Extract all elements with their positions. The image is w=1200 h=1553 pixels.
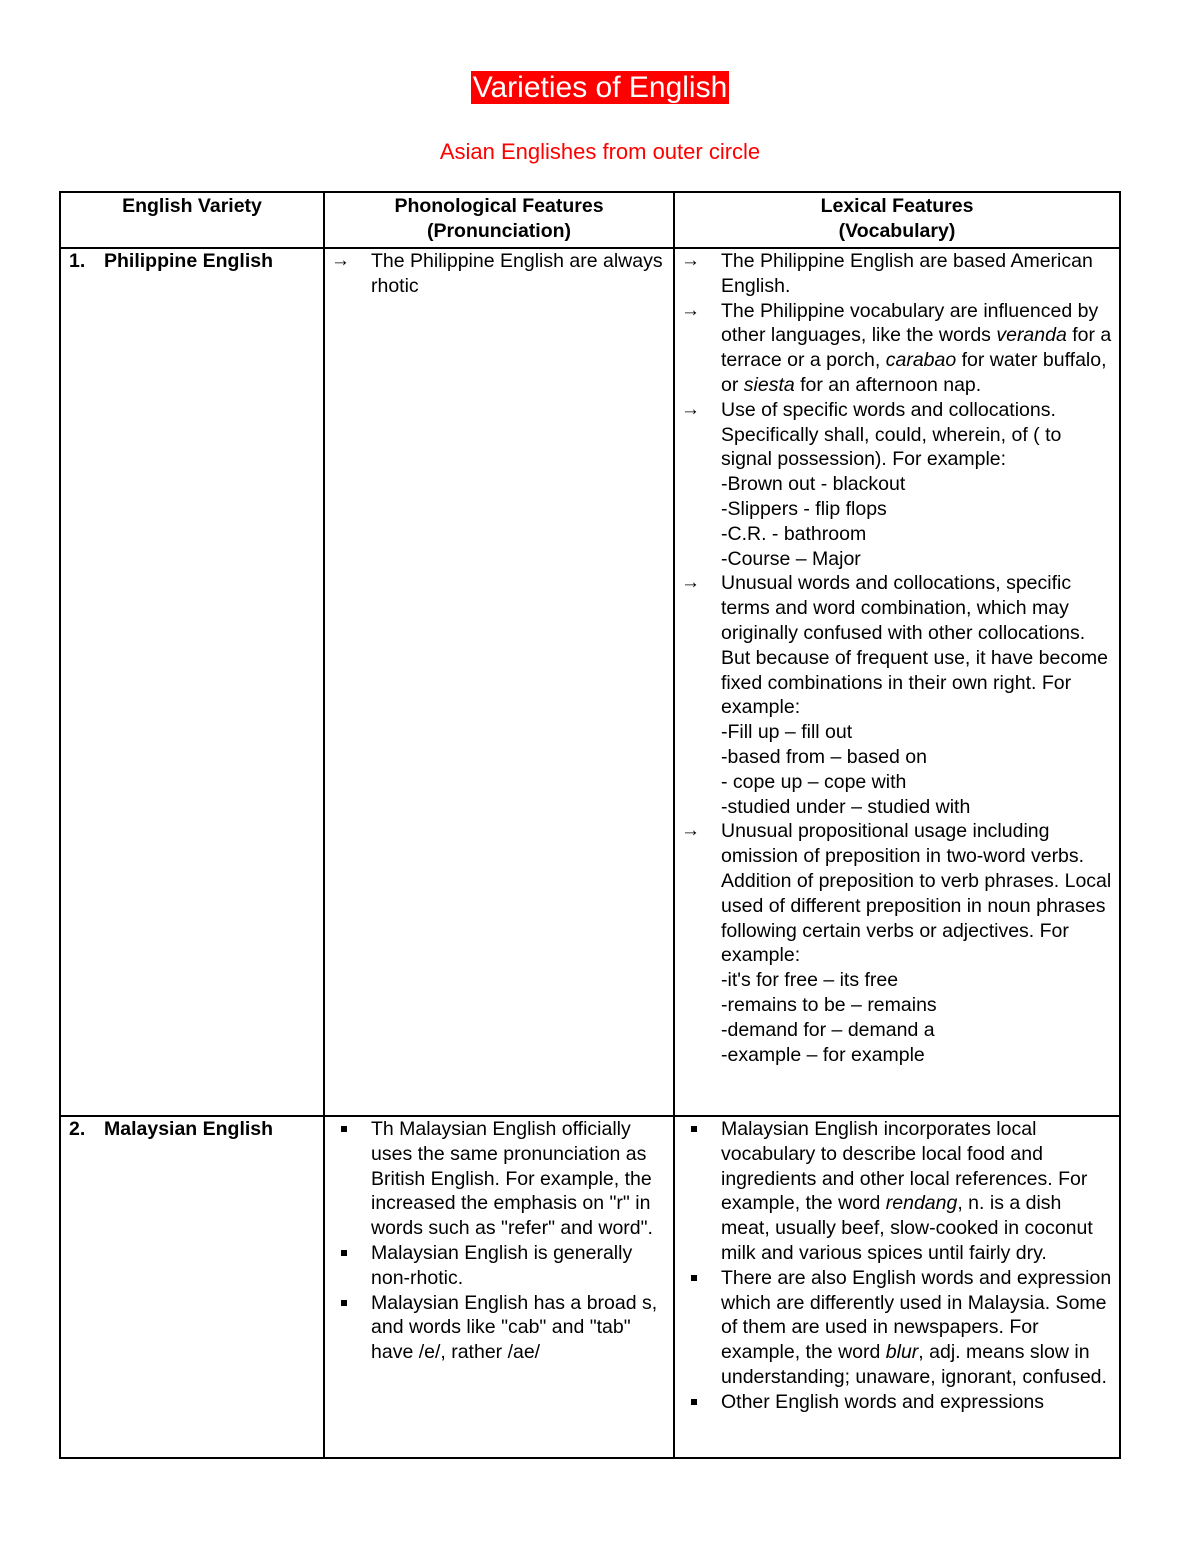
example-line: -demand for – demand a <box>721 1018 935 1041</box>
item-text: Other English words and expressions <box>721 1390 1044 1413</box>
square-bullet-icon <box>331 1241 367 1266</box>
example-line: -C.R. - bathroom <box>721 522 867 545</box>
list-item <box>679 1117 1115 1266</box>
example-line: -studied under – studied with <box>721 795 971 818</box>
row-number: 2. <box>69 1118 86 1140</box>
document-subtitle: Asian Englishes from outer circle <box>439 139 761 164</box>
example-line: -based from – based on <box>721 745 927 768</box>
example-line: -Course – Major <box>721 547 861 570</box>
item-text: for water buffalo, or <box>721 349 1107 396</box>
list-item <box>679 398 1115 572</box>
item-text: Use of specific words and collocations. Specifically shall, could, wherein, of ( to signal possession). For example: <box>721 398 1062 471</box>
item-text: for an afternoon nap. <box>794 373 982 396</box>
header-lexical <box>674 192 1120 248</box>
item-text: Malaysian English incorporates local vocabulary to describe local food and ingredients and other local references. For example, the word <box>721 1118 1088 1215</box>
example-line: -it's for free – its free <box>721 969 899 992</box>
item-text: The Philippine English are based American English. <box>721 250 1093 297</box>
row-number: 1. <box>69 250 86 272</box>
header-english-variety <box>60 192 324 248</box>
list-item <box>679 299 1115 398</box>
variety-cell <box>60 1116 324 1458</box>
header-label: Lexical Features <box>820 195 974 217</box>
example-line: - cope up – cope with <box>721 770 907 793</box>
list-item <box>329 1117 669 1241</box>
header-phonological <box>324 192 674 248</box>
list-item <box>329 1241 669 1291</box>
arrow-right-icon: → <box>681 299 700 321</box>
variety-name: Malaysian English <box>104 1118 274 1140</box>
square-bullet-icon <box>681 1266 717 1291</box>
item-text: Unusual words and collocations, specific terms and word combination, which may originally confused with other collocations. But because of frequent use, it have become fixed combinations in their own right. For example: <box>721 572 1109 719</box>
item-text: , n. is a dish meat, usually beef, slow-cooked in coconut milk and various spices until fairly dry. <box>721 1192 1093 1264</box>
variety-name: Philippine English <box>104 250 274 272</box>
example-line: -remains to be – remains <box>721 993 937 1016</box>
phonological-cell <box>324 248 674 1116</box>
example-line: -example – for example <box>721 1043 925 1066</box>
table-row <box>60 248 1120 1116</box>
italic-term: rendang <box>885 1192 958 1215</box>
arrow-right-icon: → <box>681 572 700 594</box>
square-bullet-icon <box>331 1291 367 1316</box>
list-item <box>329 249 669 299</box>
header-label: English Variety <box>122 195 262 217</box>
square-bullet-icon <box>681 1390 717 1415</box>
italic-term: veranda <box>996 324 1067 347</box>
phonological-cell <box>324 1116 674 1458</box>
header-label: Phonological Features <box>394 195 604 217</box>
document-title: Varieties of English <box>472 71 728 104</box>
table-header-row <box>60 192 1120 248</box>
table-row <box>60 1116 1120 1458</box>
lexical-cell <box>674 1116 1120 1458</box>
item-text: Unusual propositional usage including omission of preposition in two-word verbs. Addition of preposition to verb phrases. Local used of different preposition in noun phrases following certain verbs or adjectives. For example: <box>721 820 1112 967</box>
list-item <box>679 1266 1115 1390</box>
item-text: for a terrace or a porch, <box>721 324 1112 372</box>
square-bullet-icon <box>681 1117 717 1142</box>
header-sublabel: (Pronunciation) <box>426 219 572 242</box>
arrow-right-icon: → <box>681 250 700 271</box>
arrow-right-icon: → <box>331 250 350 271</box>
item-text: The Philippine vocabulary are influenced by other languages, like the words <box>721 299 1099 347</box>
item-text: , adj. means slow in understanding; unaware, ignorant, confused. <box>721 1341 1107 1388</box>
item-text: The Philippine English are always rhotic <box>371 250 663 297</box>
item-text: Malaysian English is generally non-rhotic. <box>371 1241 633 1289</box>
list-item <box>679 1390 1115 1415</box>
arrow-right-icon: → <box>681 398 700 420</box>
item-text: Malaysian English has a broad s, and words like "cab" and "tab" have /e/, rather /ae/ <box>371 1291 658 1364</box>
varieties-table <box>59 191 1121 1459</box>
italic-term: carabao <box>885 349 957 372</box>
item-text: There are also English words and expression which are differently used in Malaysia. Some of them are used in newspapers. For example, the word <box>721 1266 1112 1364</box>
list-item <box>329 1291 669 1365</box>
lexical-cell <box>674 248 1120 1116</box>
italic-term: blur <box>885 1341 919 1364</box>
italic-term: siesta <box>743 373 795 396</box>
square-bullet-icon <box>331 1117 367 1142</box>
example-line: -Fill up – fill out <box>721 721 853 744</box>
document-title-wrap <box>0 70 1200 106</box>
header-sublabel: (Vocabulary) <box>838 219 956 242</box>
example-line: -Brown out - blackout <box>721 473 906 496</box>
list-item <box>679 819 1115 1067</box>
arrow-right-icon: → <box>681 820 700 842</box>
variety-cell <box>60 248 324 1116</box>
example-line: -Slippers - flip flops <box>721 497 887 520</box>
list-item <box>679 249 1115 299</box>
item-text: Th Malaysian English officially uses the same pronunciation as British English. For example, the increased the emphasis on "r" in words such as "refer" and word". <box>371 1118 653 1240</box>
list-item <box>679 571 1115 819</box>
